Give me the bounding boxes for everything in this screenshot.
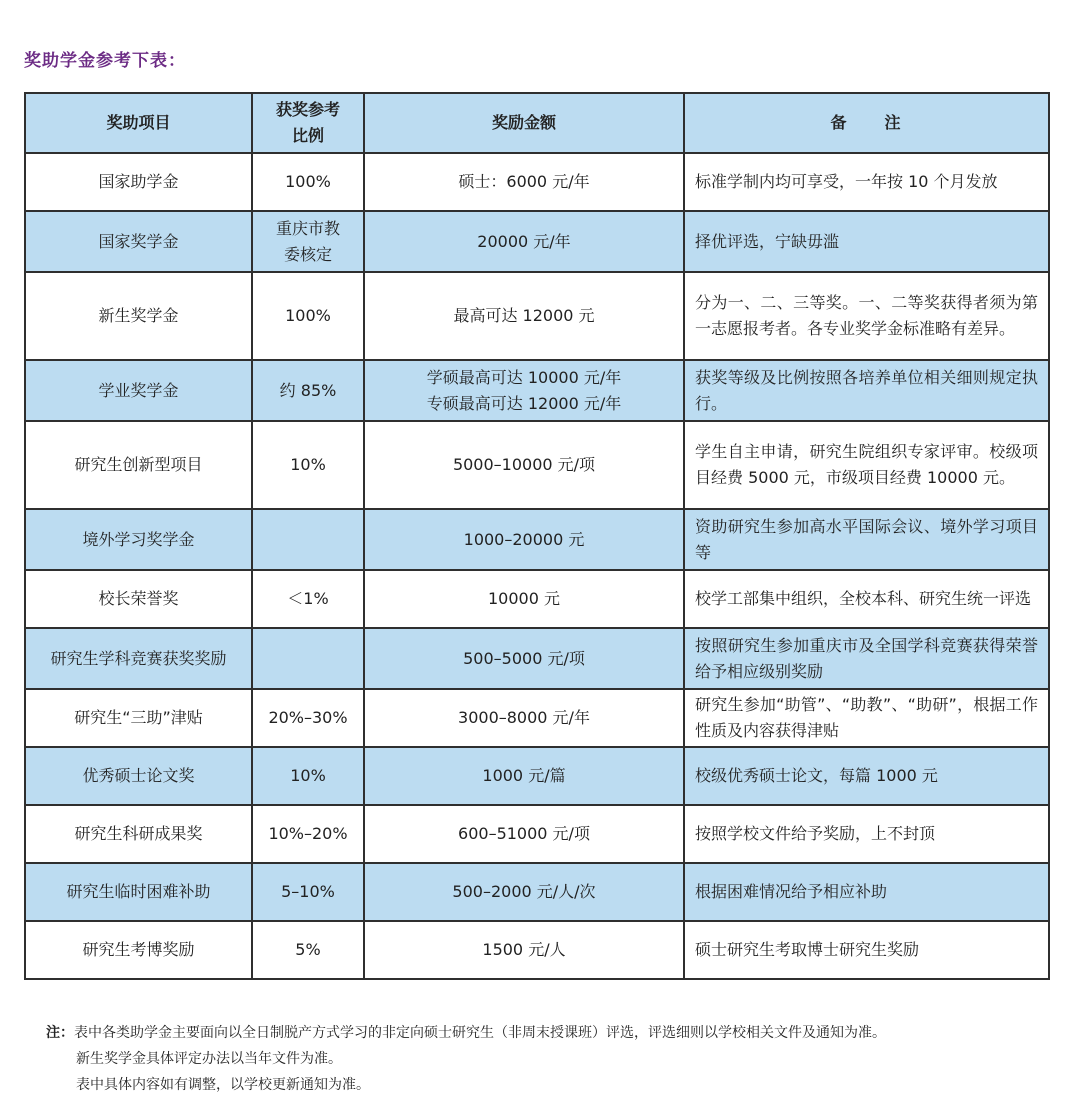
cell-item: 新生奖学金 — [25, 272, 252, 360]
cell-ratio — [252, 509, 364, 570]
table-row — [25, 211, 1049, 272]
cell-amount — [364, 805, 684, 863]
cell-item: 研究生临时困难补助 — [25, 863, 252, 921]
header-item: 奖助项目 — [25, 93, 252, 153]
cell-ratio-line: 5% — [295, 940, 321, 959]
cell-ratio-line: 10% — [290, 455, 326, 474]
cell-amount-line: 20000 元/年 — [477, 231, 571, 251]
cell-amount — [364, 421, 684, 509]
table-row — [25, 153, 1049, 211]
cell-note: 按照学校文件给予奖励，上不封顶 — [684, 805, 1049, 863]
cell-ratio-line: 100% — [285, 306, 331, 325]
table-row — [25, 509, 1049, 570]
cell-amount-line: 硕士：6000 元/年 — [458, 172, 590, 191]
header-note: 备 注 — [684, 93, 1049, 153]
cell-amount — [364, 747, 684, 805]
cell-item: 研究生“三助”津贴 — [25, 689, 252, 747]
cell-note: 标准学制内均可享受，一年按 10 个月发放 — [684, 153, 1049, 211]
cell-note: 校学工部集中组织，全校本科、研究生统一评选 — [684, 570, 1049, 628]
cell-ratio — [252, 211, 364, 272]
cell-ratio — [252, 570, 364, 628]
table-row — [25, 570, 1049, 628]
cell-item: 国家助学金 — [25, 153, 252, 211]
cell-note: 资助研究生参加高水平国际会议、境外学习项目等 — [684, 509, 1049, 570]
cell-ratio-line: 约 85% — [279, 380, 337, 400]
cell-amount-line: 1000–20000 元 — [463, 529, 585, 549]
cell-item: 国家奖学金 — [25, 211, 252, 272]
cell-ratio — [252, 628, 364, 689]
cell-item: 优秀硕士论文奖 — [25, 747, 252, 805]
page-title: 奖助学金参考下表： — [24, 51, 186, 71]
cell-amount — [364, 211, 684, 272]
table-row — [25, 272, 1049, 360]
cell-amount — [364, 689, 684, 747]
cell-ratio-line: 委核定 — [283, 244, 332, 264]
cell-note: 学生自主申请，研究生院组织专家评审。校级项目经费 5000 元，市级项目经费 10000 元。 — [684, 421, 1049, 509]
cell-ratio — [252, 689, 364, 747]
cell-amount — [364, 628, 684, 689]
cell-amount-line: 最高可达 12000 元 — [453, 306, 595, 325]
cell-amount-line: 1000 元/篇 — [482, 766, 566, 785]
cell-note: 按照研究生参加重庆市及全国学科竞赛获得荣誉给予相应级别奖励 — [684, 628, 1049, 689]
table-row — [25, 747, 1049, 805]
table-row — [25, 360, 1049, 421]
cell-amount — [364, 272, 684, 360]
cell-item: 研究生考博奖励 — [25, 921, 252, 979]
cell-amount-line: 3000–8000 元/年 — [458, 708, 590, 727]
cell-ratio-line: 重庆市教 — [275, 218, 340, 238]
cell-item: 研究生科研成果奖 — [25, 805, 252, 863]
cell-ratio-line: 10% — [290, 766, 326, 785]
table-header-row — [25, 93, 1049, 153]
cell-note: 获奖等级及比例按照各培养单位相关细则规定执行。 — [684, 360, 1049, 421]
footnote-line3: 表中具体内容如有调整，以学校更新通知为准。 — [76, 1077, 370, 1093]
cell-ratio-line: 5–10% — [281, 882, 335, 901]
header-ratio-line2: 比例 — [291, 126, 324, 145]
cell-item: 研究生创新型项目 — [25, 421, 252, 509]
scholarship-table — [24, 92, 1050, 980]
table-row — [25, 628, 1049, 689]
cell-amount — [364, 863, 684, 921]
cell-ratio — [252, 863, 364, 921]
cell-amount-line: 600–51000 元/项 — [458, 824, 590, 843]
cell-ratio — [252, 921, 364, 979]
cell-amount — [364, 360, 684, 421]
footnote — [46, 1020, 886, 1098]
cell-note: 分为一、二、三等奖。一、二等奖获得者须为第一志愿报考者。各专业奖学金标准略有差异。 — [684, 272, 1049, 360]
table-row — [25, 689, 1049, 747]
cell-amount-line: 500–2000 元/人/次 — [452, 882, 596, 901]
cell-amount-line: 5000–10000 元/项 — [452, 455, 596, 474]
cell-note: 校级优秀硕士论文，每篇 1000 元 — [684, 747, 1049, 805]
cell-note: 研究生参加“助管”、“助教”、“助研”，根据工作性质及内容获得津贴 — [684, 689, 1049, 747]
table-row — [25, 805, 1049, 863]
header-ratio-line1: 获奖参考 — [275, 100, 340, 119]
cell-amount — [364, 570, 684, 628]
cell-ratio-line: 20%–30% — [268, 708, 348, 727]
cell-amount — [364, 921, 684, 979]
cell-note: 根据困难情况给予相应补助 — [684, 863, 1049, 921]
footnote-line2: 新生奖学金具体评定办法以当年文件为准。 — [76, 1051, 342, 1067]
cell-ratio — [252, 747, 364, 805]
cell-item: 研究生学科竞赛获奖奖励 — [25, 628, 252, 689]
table-row — [25, 421, 1049, 509]
cell-amount-line: 1500 元/人 — [482, 940, 566, 959]
cell-amount — [364, 153, 684, 211]
cell-ratio — [252, 360, 364, 421]
cell-amount — [364, 509, 684, 570]
footnote-label: 注： — [46, 1025, 74, 1041]
cell-item: 境外学习奖学金 — [25, 509, 252, 570]
cell-amount-line: 专硕最高可达 12000 元/年 — [426, 393, 622, 413]
cell-ratio — [252, 805, 364, 863]
table-row — [25, 863, 1049, 921]
cell-amount-line: 10000 元 — [488, 589, 560, 608]
cell-note: 硕士研究生考取博士研究生奖励 — [684, 921, 1049, 979]
cell-amount-line: 500–5000 元/项 — [463, 648, 585, 668]
header-amount: 奖励金额 — [364, 93, 684, 153]
header-ratio — [252, 93, 364, 153]
table-row — [25, 921, 1049, 979]
cell-ratio-line: ＜1% — [287, 589, 329, 608]
footnote-line1: 表中各类助学金主要面向以全日制脱产方式学习的非定向硕士研究生（非周末授课班）评选，评选细则以学校相关文件及通知为准。 — [74, 1025, 886, 1041]
cell-ratio — [252, 421, 364, 509]
cell-item: 校长荣誉奖 — [25, 570, 252, 628]
cell-ratio-line: 100% — [285, 172, 331, 191]
cell-ratio-line: 10%–20% — [268, 824, 348, 843]
cell-note: 择优评选，宁缺毋滥 — [684, 211, 1049, 272]
cell-amount-line: 学硕最高可达 10000 元/年 — [426, 367, 622, 387]
cell-ratio — [252, 272, 364, 360]
cell-item: 学业奖学金 — [25, 360, 252, 421]
cell-ratio — [252, 153, 364, 211]
